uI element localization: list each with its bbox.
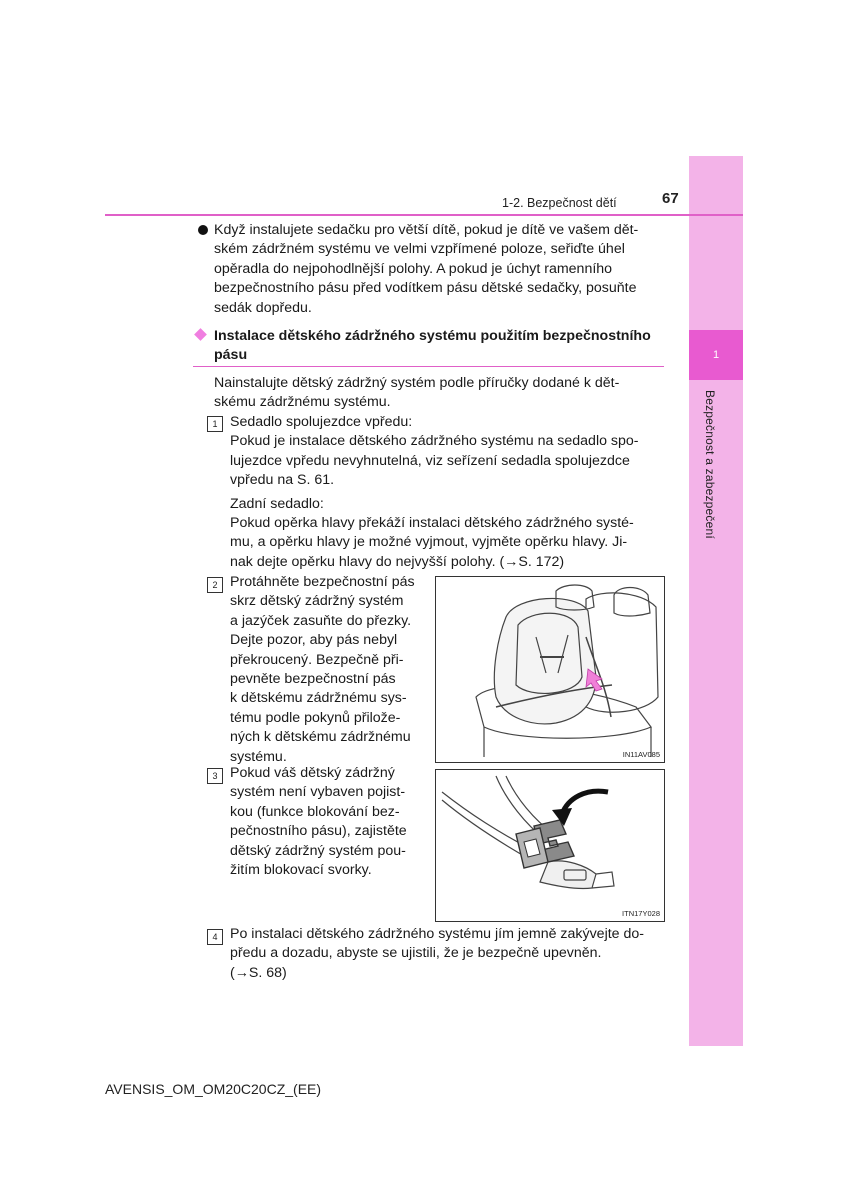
step-2-text	[230, 573, 424, 767]
chapter-title: Bezpečnost a zabezpečení	[703, 390, 717, 539]
figure-code: ITN17Y028	[622, 909, 660, 918]
text-line: Když instalujete sedačku pro větší dítě, pokud je dítě ve vašem dět-	[214, 222, 639, 238]
text-line: bezpečnostního pásu před vodítkem pásu dětské sedačky, posuňte	[214, 280, 637, 297]
document-code: AVENSIS_OM_OM20C20CZ_(EE)	[105, 1081, 322, 1097]
text-line: Protáhněte bezpečnostní pás	[230, 574, 415, 590]
bullet-icon	[198, 225, 208, 235]
step-number-3: 3	[207, 768, 223, 784]
text-line: opěradla do nejpohodlnější polohy. A pokud je úchyt ramenního	[214, 260, 613, 277]
text-line: tému podle pokynů přilože-	[230, 709, 401, 726]
text-line: ných k dětskému zádržnému	[230, 729, 411, 746]
step-4-text	[230, 925, 658, 983]
text-line: vpředu na S. 61.	[230, 472, 335, 489]
text-line: lujezdce vpředu nevyhnutelná, viz seřízení sedadla spolujezdce	[230, 452, 630, 469]
text-line: skému zádržnému systému.	[214, 394, 391, 411]
text-line: žitím blokovací svorky.	[230, 862, 372, 879]
text-line: kou (funkce blokování bez-	[230, 803, 400, 820]
step-3-text	[230, 764, 424, 880]
bullet-paragraph	[214, 221, 658, 318]
step-number-1: 1	[207, 416, 223, 432]
chapter-tab-strip	[689, 156, 743, 1046]
text-line: systém není vybaven pojist-	[230, 784, 406, 801]
text-line: Pokud je instalace dětského zádržného systému na sedadlo spo-	[230, 433, 639, 450]
figure-locking-clip	[435, 769, 665, 922]
text-line: pevněte bezpečnostní pás	[230, 671, 396, 688]
text-line: (→S. 68)	[230, 964, 287, 981]
text-line: Po instalaci dětského zádržného systému jím jemně zakývejte do-	[230, 926, 645, 942]
chapter-number: 1	[712, 349, 720, 361]
text-line: systému.	[230, 748, 287, 765]
header-rule	[105, 214, 743, 216]
text-line: Pokud opěrka hlavy překáží instalaci dětského zádržného systé-	[230, 515, 634, 532]
step-number-4: 4	[207, 929, 223, 945]
text-line: a jazýček zasuňte do přezky.	[230, 612, 412, 629]
page-number: 67	[662, 190, 679, 207]
figure-child-seat	[435, 576, 665, 763]
text-line: Dejte pozor, aby pás nebyl	[230, 632, 398, 649]
text-line: nak dejte opěrku hlavy do nejvyšší polohy. (→S. 172)	[230, 553, 565, 570]
intro-paragraph	[214, 374, 658, 413]
step-number-2: 2	[207, 577, 223, 593]
text-line: dětský zádržný systém pou-	[230, 842, 406, 859]
text-line: k dětskému zádržnému sys-	[230, 690, 407, 707]
step-1-text	[230, 413, 658, 572]
text-line: Sedadlo spolujezdce vpředu:	[230, 414, 413, 430]
subheading	[214, 327, 664, 366]
text-line: Pokud váš dětský zádržný	[230, 765, 395, 781]
subheading-rule	[193, 366, 664, 367]
text-line: sedák dopředu.	[214, 299, 312, 316]
text-line: pečnostního pásu), zajistěte	[230, 823, 407, 840]
text-line: překroucený. Bezpečně při-	[230, 651, 404, 668]
subheading-line: pásu	[214, 347, 248, 364]
section-title: 1-2. Bezpečnost dětí	[502, 196, 617, 210]
locking-clip-illustration	[436, 770, 664, 921]
text-line: ském zádržném systému ve velmi vzpřímené poloze, seřiďte úhel	[214, 241, 625, 258]
text-line: mu, a opěrku hlavy je možné vyjmout, vyjměte opěrku hlavy. Ji-	[230, 534, 628, 551]
text-line: skrz dětský zádržný systém	[230, 593, 404, 610]
text-line: Nainstalujte dětský zádržný systém podle příručky dodané k dět-	[214, 375, 620, 391]
text-line: Zadní sedadlo:	[230, 495, 324, 512]
text-line: předu a dozadu, abyste se ujistili, že je bezpečně upevněn.	[230, 945, 602, 962]
diamond-icon	[194, 328, 207, 341]
child-seat-illustration	[436, 577, 664, 762]
subheading-line: Instalace dětského zádržného systému použitím bezpečnostního	[214, 328, 651, 344]
figure-code: IN11AV085	[622, 750, 660, 759]
